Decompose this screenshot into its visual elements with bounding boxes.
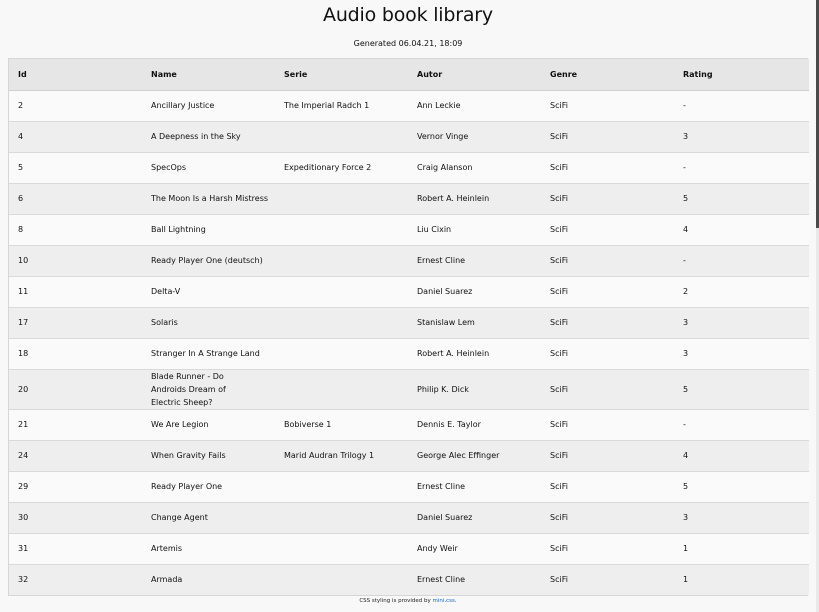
cell-autor: Daniel Suarez [417, 287, 473, 296]
table-row [9, 307, 809, 338]
cell-serie: Marid Audran Trilogy 1 [284, 451, 375, 460]
cell-id: 2 [18, 101, 24, 110]
column-header-genre[interactable]: Genre [541, 59, 674, 90]
cell-serie [275, 183, 408, 214]
table-row [9, 409, 809, 440]
cell-serie [275, 338, 408, 369]
cell-autor: Stanislaw Lem [417, 318, 475, 327]
footer-suffix: . [454, 598, 457, 604]
cell-name: Blade Runner - Do Androids Dream of Electric Sheep? [151, 371, 226, 407]
cell-name: Ball Lightning [151, 225, 206, 234]
cell-rating: 5 [683, 384, 689, 394]
cell-rating: 5 [683, 194, 689, 203]
table-row [9, 121, 809, 152]
cell-rating: 4 [683, 451, 689, 460]
table-body [9, 90, 809, 595]
table-row [9, 440, 809, 471]
cell-id: 32 [18, 575, 29, 585]
cell-autor: Liu Cixin [417, 225, 452, 234]
cell-genre: SciFi [550, 420, 568, 429]
table-row [9, 564, 809, 595]
cell-serie [275, 307, 408, 338]
cell-rating: 3 [683, 132, 689, 141]
cell-serie [275, 564, 408, 595]
cell-autor: Robert A. Heinlein [417, 194, 490, 203]
cell-name: SpecOps [151, 163, 187, 172]
cell-serie [275, 502, 408, 533]
footer-text: CSS styling is provided by [359, 598, 433, 604]
cell-id: 4 [18, 132, 24, 141]
cell-genre: SciFi [550, 544, 568, 553]
cell-id: 8 [18, 225, 24, 234]
cell-rating: 5 [683, 482, 689, 491]
cell-rating: 1 [683, 544, 689, 553]
cell-genre: SciFi [550, 194, 568, 203]
cell-name: Artemis [151, 544, 183, 553]
cell-id: 6 [18, 194, 24, 203]
generated-timestamp: Generated 06.04.21, 18:09 [353, 39, 463, 48]
column-header-id[interactable]: Id [9, 59, 142, 90]
cell-serie [275, 276, 408, 307]
cell-name: Change Agent [151, 513, 208, 522]
cell-serie [275, 214, 408, 245]
cell-rating: 4 [683, 225, 689, 234]
cell-serie: Expeditionary Force 2 [284, 163, 372, 172]
table-row [9, 276, 809, 307]
cell-name: The Moon Is a Harsh Mistress [151, 194, 269, 203]
table-row [9, 183, 809, 214]
cell-rating: - [683, 420, 686, 429]
column-header-autor[interactable]: Autor [408, 59, 541, 90]
cell-name: Stranger In A Strange Land [151, 349, 260, 358]
table-row [9, 502, 809, 533]
table-row [9, 471, 809, 502]
table-row [9, 152, 809, 183]
cell-autor: George Alec Effinger [417, 451, 500, 460]
cell-serie: Bobiverse 1 [284, 420, 332, 429]
cell-genre: SciFi [550, 163, 568, 172]
cell-autor: Ernest Cline [417, 256, 466, 265]
cell-genre: SciFi [550, 101, 568, 110]
cell-name: Solaris [151, 318, 178, 327]
cell-genre: SciFi [550, 513, 568, 522]
cell-id: 18 [18, 349, 29, 358]
cell-autor: Andy Weir [417, 544, 458, 553]
cell-name: Ready Player One (deutsch) [151, 256, 263, 265]
cell-id: 11 [18, 287, 29, 296]
table-row [9, 90, 809, 121]
cell-id: 17 [18, 318, 29, 327]
cell-rating: - [683, 163, 686, 172]
page-title: Audio book library [323, 4, 493, 26]
cell-id: 30 [18, 513, 29, 522]
cell-rating: 3 [683, 318, 689, 327]
table-row [9, 533, 809, 564]
cell-serie [275, 533, 408, 564]
cell-id: 5 [18, 163, 24, 172]
audiobook-table [8, 58, 808, 596]
cell-autor: Craig Alanson [417, 163, 473, 172]
cell-serie [275, 121, 408, 152]
cell-genre: SciFi [550, 349, 568, 358]
mini-css-link[interactable]: mini.css [432, 598, 455, 604]
cell-id: 20 [18, 384, 29, 394]
footer [0, 598, 816, 604]
cell-genre: SciFi [550, 482, 568, 491]
cell-genre: SciFi [550, 287, 568, 296]
cell-name: Delta-V [151, 287, 181, 296]
cell-genre: SciFi [550, 318, 568, 327]
cell-genre: SciFi [550, 575, 568, 585]
cell-serie: The Imperial Radch 1 [284, 101, 370, 110]
cell-rating: - [683, 101, 686, 110]
cell-name: Ancillary Justice [151, 101, 215, 110]
cell-genre: SciFi [550, 225, 568, 234]
cell-autor: Dennis E. Taylor [417, 420, 481, 429]
table-row [9, 369, 809, 409]
cell-name: We Are Legion [151, 420, 209, 429]
column-header-name[interactable]: Name [142, 59, 275, 90]
cell-genre: SciFi [550, 132, 568, 141]
header-row [9, 59, 809, 90]
cell-name: Ready Player One [151, 482, 223, 491]
cell-autor: Vernor Vinge [417, 132, 469, 141]
column-header-serie[interactable]: Serie [275, 59, 408, 90]
cell-serie [275, 369, 408, 409]
cell-id: 21 [18, 420, 29, 429]
cell-name: When Gravity Fails [151, 451, 226, 460]
table-header [9, 59, 809, 90]
cell-rating: 1 [683, 575, 689, 585]
cell-serie [275, 471, 408, 502]
cell-name: Armada [151, 575, 183, 585]
cell-rating: 2 [683, 287, 689, 296]
cell-autor: Ann Leckie [417, 101, 461, 110]
cell-name: A Deepness in the Sky [151, 132, 241, 141]
cell-autor: Daniel Suarez [417, 513, 473, 522]
cell-id: 10 [18, 256, 29, 265]
cell-autor: Ernest Cline [417, 575, 466, 585]
cell-autor: Philip K. Dick [417, 384, 469, 394]
cell-rating: - [683, 256, 686, 265]
cell-rating: 3 [683, 513, 689, 522]
cell-autor: Robert A. Heinlein [417, 349, 490, 358]
cell-genre: SciFi [550, 451, 568, 460]
cell-id: 24 [18, 451, 29, 460]
cell-genre: SciFi [550, 256, 568, 265]
cell-id: 31 [18, 544, 29, 553]
column-header-rating[interactable]: Rating [674, 59, 809, 90]
cell-id: 29 [18, 482, 29, 491]
cell-genre: SciFi [550, 384, 568, 394]
table-row [9, 214, 809, 245]
table-row [9, 338, 809, 369]
cell-autor: Ernest Cline [417, 482, 466, 491]
cell-rating: 3 [683, 349, 689, 358]
cell-serie [275, 245, 408, 276]
table-row [9, 245, 809, 276]
